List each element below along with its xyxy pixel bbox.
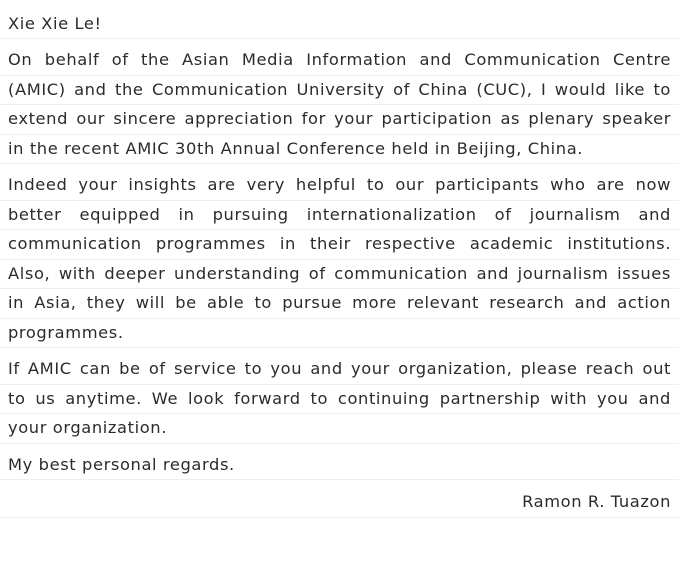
paragraph-2-line: communication programmes in their respective academic institutions.: [0, 230, 679, 260]
paragraph-3-line: If AMIC can be of service to you and your organization, please reach out: [0, 355, 679, 385]
paragraph-3-line: your organization.: [0, 414, 679, 444]
paragraph-1-line: On behalf of the Asian Media Information and Communication Centre: [0, 46, 679, 76]
closing: My best personal regards.: [0, 451, 679, 481]
paragraph-2-line: in Asia, they will be able to pursue more relevant research and action: [0, 289, 679, 319]
paragraph-1: [8, 46, 671, 164]
paragraph-2-line: better equipped in pursuing internationalization of journalism and: [0, 201, 679, 231]
paragraph-2-line: programmes.: [0, 319, 679, 349]
greeting: Xie Xie Le!: [0, 10, 679, 39]
paragraph-1-line: extend our sincere appreciation for your participation as plenary speaker: [0, 105, 679, 135]
paragraph-2-line: Also, with deeper understanding of communication and journalism issues: [0, 260, 679, 290]
signature: Ramon R. Tuazon: [0, 488, 679, 518]
paragraph-1-line: (AMIC) and the Communication University of China (CUC), I would like to: [0, 76, 679, 106]
paragraph-3-line: to us anytime. We look forward to continuing partnership with you and: [0, 385, 679, 415]
paragraph-3: [8, 355, 671, 444]
paragraph-2-line: Indeed your insights are very helpful to our participants who are now: [0, 171, 679, 201]
paragraph-1-line: in the recent AMIC 30th Annual Conference held in Beijing, China.: [0, 135, 679, 165]
paragraph-2: [8, 171, 671, 348]
